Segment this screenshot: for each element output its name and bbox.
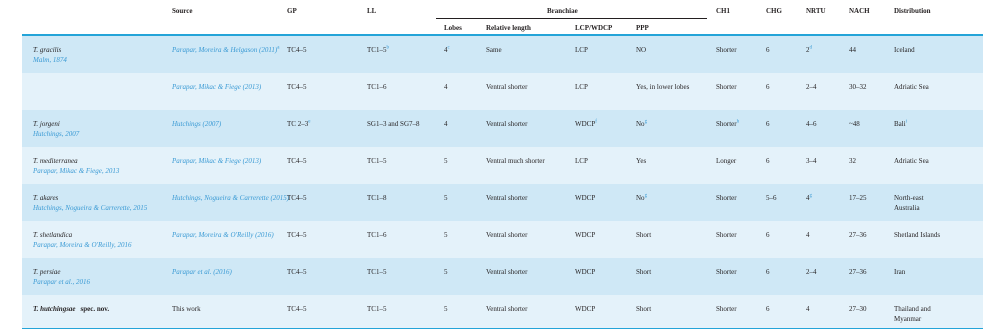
distribution-cell-text: Adriatic Sea (894, 157, 929, 165)
nrtu-cell-text: 4 (806, 194, 810, 202)
chg-cell (766, 157, 770, 166)
ppp-cell-text: No (636, 120, 645, 128)
chg-cell-text: 6 (766, 46, 770, 54)
gp-cell-text: TC 2–3 (287, 120, 309, 128)
lcp-wdcp-cell-text: WDCP (575, 231, 596, 239)
ch1-cell (716, 120, 739, 129)
distribution-cell-text: Bali (894, 120, 906, 128)
ll-cell (367, 46, 389, 55)
chg-cell-text: 6 (766, 231, 770, 239)
ppp-cell (636, 83, 689, 92)
nach-cell (849, 120, 860, 129)
chg-cell (766, 120, 770, 129)
distribution-cell (894, 83, 929, 92)
lobes-cell-text: 4 (444, 120, 448, 128)
header-nach: NACH (849, 7, 870, 15)
chg-cell (766, 268, 770, 277)
lobes-cell-text: 5 (444, 268, 448, 276)
gp-cell-text: TC4–5 (287, 305, 307, 313)
ppp-cell-text: Yes, in lower lobes (636, 83, 690, 91)
species-authority-link[interactable]: Parapar, Moreira & O'Reilly, 2016 (33, 241, 132, 249)
nrtu-cell-text: 4 (806, 231, 810, 239)
relative-length-cell (486, 231, 527, 240)
gp-cell (287, 83, 306, 92)
lobes-cell (444, 120, 448, 129)
header-ch1: CH1 (716, 7, 730, 15)
source-link[interactable]: Hutchings (2007) (172, 120, 222, 128)
relative-length-cell-text: Ventral shorter (486, 194, 528, 202)
distribution-cell-text: Adriatic Sea (894, 83, 929, 91)
species-name-text: T. mediterranea (33, 157, 78, 165)
chg-cell (766, 46, 770, 55)
ch1-cell-text: Shorter (716, 46, 737, 54)
lcp-wdcp-cell-text: WDCP (575, 305, 596, 313)
nach-cell-text: 27–36 (849, 231, 867, 239)
gp-cell (287, 305, 306, 314)
gp-cell-text: TC4–5 (287, 194, 307, 202)
nrtu-cell-text: 4 (806, 305, 810, 313)
lcp-wdcp-cell-footnote[interactable]: f (595, 119, 597, 125)
lobes-cell (444, 157, 448, 166)
source-text: This work (172, 305, 201, 313)
table-row (22, 36, 983, 73)
lcp-wdcp-cell-text: WDCP (575, 120, 596, 128)
species-name (33, 46, 61, 55)
ll-cell (367, 231, 386, 240)
source-cell (172, 305, 201, 314)
ch1-cell-text: Shorter (716, 83, 737, 91)
ppp-cell-footnote[interactable]: g (644, 193, 648, 199)
ch1-cell-text: Shorter (716, 120, 737, 128)
nrtu-cell (806, 46, 812, 55)
ll-cell (367, 194, 386, 203)
source-cell (172, 120, 221, 129)
header-nrtu: NRTU (806, 7, 826, 15)
ppp-cell-text: No (636, 194, 645, 202)
ll-cell-text: TC1–5 (367, 46, 387, 54)
ppp-cell-text: Short (636, 305, 652, 313)
nrtu-cell-text: 3–4 (806, 157, 817, 165)
header-ll: LL (367, 7, 377, 15)
lcp-wdcp-cell (575, 305, 595, 314)
distribution-cell-line2-text: Australia (894, 204, 920, 212)
relative-length-cell-text: Ventral much shorter (486, 157, 545, 165)
distribution-cell-text: Thailand and (894, 305, 931, 313)
relative-length-cell (486, 157, 545, 166)
lcp-wdcp-cell (575, 157, 588, 166)
lobes-cell (444, 194, 448, 203)
ch1-cell (716, 194, 737, 203)
header-ppp: PPP (636, 24, 649, 32)
distribution-cell (894, 231, 940, 240)
relative-length-cell (486, 46, 502, 55)
gp-cell (287, 268, 306, 277)
distribution-cell-text: Shetland Islands (894, 231, 941, 239)
branchiae-underline (436, 18, 707, 19)
gp-cell-text: TC4–5 (287, 157, 307, 165)
ch1-cell (716, 268, 737, 277)
lobes-cell-text: 5 (444, 157, 448, 165)
species-name-text: T. akares (33, 194, 59, 202)
nach-cell (849, 231, 867, 240)
species-name-text: T. gracilis (33, 46, 62, 54)
ll-cell-text: TC1–5 (367, 268, 387, 276)
gp-cell (287, 194, 306, 203)
lcp-wdcp-cell-text: LCP (575, 157, 588, 165)
nrtu-cell-footnote[interactable]: d (809, 45, 812, 51)
ppp-cell-text: Short (636, 231, 652, 239)
species-authority-link[interactable]: Parapar et al., 2016 (33, 278, 90, 286)
ch1-cell (716, 231, 737, 240)
header-gp: GP (287, 7, 297, 15)
header-branchiae: Branchiae (547, 7, 578, 15)
ppp-cell-footnote[interactable]: g (644, 119, 648, 125)
relative-length-cell (486, 83, 527, 92)
source-link[interactable]: Parapar, Moreira & O'Reilly (2016) (172, 231, 274, 239)
nrtu-cell (806, 83, 817, 92)
header-lcp-wdcp: LCP/WDCP (575, 24, 613, 32)
species-name (33, 157, 78, 166)
chg-cell (766, 194, 777, 203)
ll-cell (367, 305, 386, 314)
distribution-cell (894, 120, 907, 129)
lobes-cell (444, 268, 448, 277)
nrtu-cell (806, 120, 817, 129)
chg-cell (766, 231, 770, 240)
nach-cell (849, 46, 856, 55)
ppp-cell (636, 120, 647, 129)
nach-cell (849, 157, 856, 166)
lobes-cell-text: 4 (444, 83, 448, 91)
ppp-cell (636, 46, 646, 55)
nach-cell (849, 305, 867, 314)
ch1-cell-footnote[interactable]: h (736, 119, 740, 125)
distribution-cell (894, 157, 929, 166)
bottom-rule (22, 328, 983, 329)
lobes-cell (444, 83, 448, 92)
relative-length-cell (486, 268, 527, 277)
chg-cell-text: 6 (766, 83, 770, 91)
lcp-wdcp-cell-text: WDCP (575, 268, 596, 276)
species-name-text: T. shetlandica (33, 231, 73, 239)
chg-cell-text: 5–6 (766, 194, 777, 202)
relative-length-cell (486, 120, 527, 129)
gp-cell-text: TC4–5 (287, 268, 307, 276)
gp-cell-footnote[interactable]: e (308, 119, 311, 125)
ch1-cell-text: Shorter (716, 194, 737, 202)
distribution-cell-line2-text: Myanmar (894, 315, 922, 323)
distribution-cell (894, 305, 931, 314)
ll-cell (367, 268, 386, 277)
lobes-cell-text: 4 (444, 46, 448, 54)
relative-length-cell-text: Ventral shorter (486, 268, 528, 276)
nrtu-cell (806, 268, 817, 277)
chg-cell (766, 83, 770, 92)
nach-cell-text: 44 (849, 46, 856, 54)
lobes-cell-text: 5 (444, 305, 448, 313)
nrtu-cell (806, 231, 810, 240)
nach-cell-text: 17–25 (849, 194, 867, 202)
distribution-cell-footnote[interactable]: i (905, 119, 908, 125)
species-name (33, 305, 109, 314)
chg-cell-text: 6 (766, 268, 770, 276)
header-relative-length: Relative length (486, 24, 531, 32)
lobes-cell-text: 5 (444, 194, 448, 202)
relative-length-cell-text: Same (486, 46, 502, 54)
gp-cell (287, 46, 306, 55)
lobes-cell-footnote[interactable]: c (447, 45, 450, 51)
gp-cell (287, 231, 306, 240)
ll-cell (367, 157, 386, 166)
species-suffix: spec. nov. (80, 305, 110, 313)
lobes-cell (444, 46, 450, 55)
chg-cell-text: 6 (766, 305, 770, 313)
nrtu-cell-text: 2–4 (806, 268, 817, 276)
ll-cell-text: SG1–3 and SG7–8 (367, 120, 420, 128)
ll-cell-text: TC1–6 (367, 83, 387, 91)
ll-cell-footnote[interactable]: b (386, 45, 389, 51)
source-cell (172, 46, 279, 55)
ch1-cell (716, 83, 737, 92)
lobes-cell (444, 231, 448, 240)
ch1-cell (716, 46, 737, 55)
distribution-cell-text: Iran (894, 268, 906, 276)
source-link[interactable]: Parapar, Mikac & Fiege (2013) (172, 157, 262, 165)
nach-cell (849, 194, 867, 203)
nach-cell-text: 27–36 (849, 268, 867, 276)
gp-cell (287, 120, 310, 129)
header-source: Source (172, 7, 193, 15)
species-name (33, 194, 58, 203)
ppp-cell-text: Short (636, 268, 652, 276)
nach-cell-text: 27–30 (849, 305, 867, 313)
source-link[interactable]: Parapar, Mikac & Fiege (2013) (172, 83, 262, 91)
gp-cell-text: TC4–5 (287, 231, 307, 239)
distribution-cell (894, 268, 905, 277)
ch1-cell (716, 157, 736, 166)
ch1-cell-text: Shorter (716, 305, 737, 313)
distribution-cell-line2 (894, 204, 920, 213)
source-cell (172, 268, 232, 277)
ll-cell-text: TC1–5 (367, 305, 387, 313)
lcp-wdcp-cell (575, 194, 595, 203)
chg-cell (766, 305, 770, 314)
relative-length-cell-text: Ventral shorter (486, 305, 528, 313)
species-authority-link[interactable]: Hutchings, Nogueira & Carrerette, 2015 (33, 204, 148, 212)
nach-cell-text: ~48 (849, 120, 860, 128)
species-name (33, 268, 60, 277)
distribution-cell-text: Iceland (894, 46, 915, 54)
ppp-cell (636, 268, 651, 277)
lcp-wdcp-cell (575, 120, 597, 129)
source-footnote[interactable]: a (277, 45, 280, 51)
species-authority-link[interactable]: Malm, 1874 (33, 56, 67, 64)
chg-cell-text: 6 (766, 157, 770, 165)
chg-cell-text: 6 (766, 120, 770, 128)
gp-cell-text: TC4–5 (287, 46, 307, 54)
relative-length-cell-text: Ventral shorter (486, 231, 528, 239)
lcp-wdcp-cell-text: WDCP (575, 194, 596, 202)
gp-cell (287, 157, 306, 166)
ppp-cell (636, 194, 647, 203)
lcp-wdcp-cell-text: LCP (575, 83, 588, 91)
ll-cell-text: TC1–5 (367, 157, 387, 165)
ll-cell-text: TC1–8 (367, 194, 387, 202)
ppp-cell (636, 305, 651, 314)
ch1-cell-text: Shorter (716, 231, 737, 239)
lcp-wdcp-cell (575, 46, 588, 55)
nrtu-cell (806, 305, 810, 314)
nrtu-cell-text: 2 (806, 46, 810, 54)
source-cell (172, 231, 274, 240)
source-cell (172, 157, 261, 166)
source-cell (172, 83, 261, 92)
ll-cell-text: TC1–6 (367, 231, 387, 239)
relative-length-cell (486, 194, 527, 203)
nrtu-cell-footnote[interactable]: g (809, 193, 812, 199)
nach-cell (849, 83, 867, 92)
relative-length-cell-text: Ventral shorter (486, 83, 528, 91)
nrtu-cell (806, 157, 817, 166)
species-name (33, 120, 60, 129)
nrtu-cell-text: 4–6 (806, 120, 817, 128)
header-chg: CHG (766, 7, 782, 15)
nach-cell-text: 32 (849, 157, 856, 165)
relative-length-cell (486, 305, 527, 314)
nach-cell-text: 30–32 (849, 83, 867, 91)
species-authority-link[interactable]: Parapar, Mikac & Fiege, 2013 (33, 167, 120, 175)
ch1-cell (716, 305, 737, 314)
species-name-text: T. persiae (33, 268, 61, 276)
lcp-wdcp-cell (575, 231, 595, 240)
header-distribution: Distribution (894, 7, 931, 15)
species-authority-link[interactable]: Hutchings, 2007 (33, 130, 80, 138)
distribution-cell-line2 (894, 315, 921, 324)
lobes-cell-text: 5 (444, 231, 448, 239)
source-cell (172, 194, 289, 203)
ll-cell (367, 83, 386, 92)
relative-length-cell-text: Ventral shorter (486, 120, 528, 128)
nrtu-cell (806, 194, 812, 203)
lcp-wdcp-cell-text: LCP (575, 46, 588, 54)
lcp-wdcp-cell (575, 83, 588, 92)
ll-cell (367, 120, 420, 129)
ch1-cell-text: Longer (716, 157, 737, 165)
lobes-cell (444, 305, 448, 314)
gp-cell-text: TC4–5 (287, 83, 307, 91)
distribution-cell-text: North-east (894, 194, 924, 202)
lcp-wdcp-cell (575, 268, 595, 277)
header-lobes: Lobes (444, 24, 462, 32)
species-name (33, 231, 72, 240)
distribution-cell (894, 194, 924, 203)
nrtu-cell-text: 2–4 (806, 83, 817, 91)
nach-cell (849, 268, 867, 277)
source-link[interactable]: Parapar, Moreira & Helgason (2011) (172, 46, 278, 54)
source-link[interactable]: Parapar et al. (2016) (172, 268, 232, 276)
ppp-cell (636, 157, 646, 166)
species-name-text: T. hutchingsae (33, 305, 76, 313)
ppp-cell (636, 231, 651, 240)
species-name-text: T. jorgeni (33, 120, 60, 128)
source-link[interactable]: Hutchings, Nogueira & Carrerette (2015) (172, 194, 290, 202)
ppp-cell-text: Yes (636, 157, 647, 165)
ppp-cell-text: NO (636, 46, 647, 54)
distribution-cell (894, 46, 915, 55)
ch1-cell-text: Shorter (716, 268, 737, 276)
